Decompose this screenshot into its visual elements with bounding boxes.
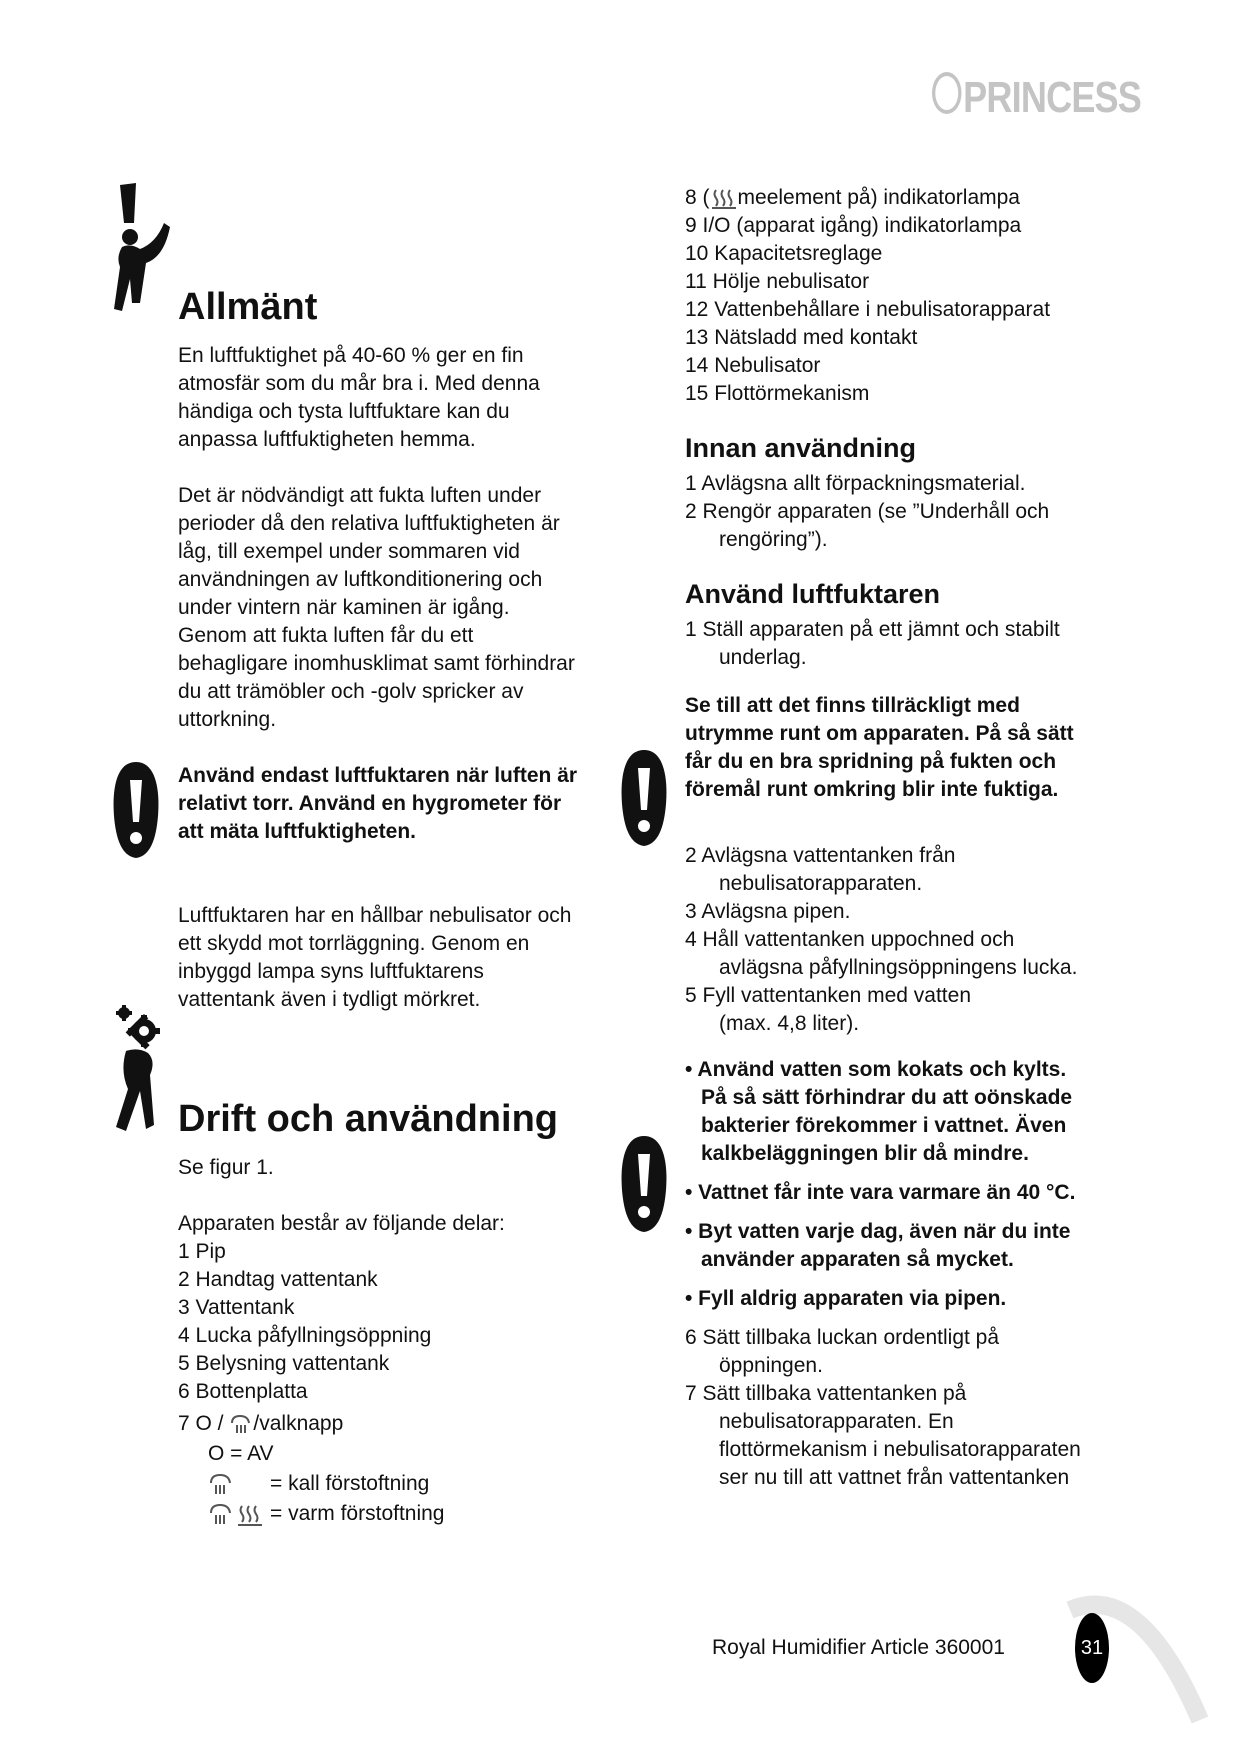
footer-text: Royal Humidifier Article 360001 <box>712 1636 1005 1659</box>
step-line: 7 Sätt tillbaka vattentanken på <box>685 1382 967 1405</box>
text-line: anpassa luftfuktigheten hemma. <box>178 428 476 451</box>
warning-line: • Fyll aldrig apparaten via pipen. <box>685 1287 1007 1310</box>
cold-mist-icon <box>208 1472 236 1496</box>
step-line-cont: rengöring”). <box>719 528 828 551</box>
parts-item: 9 I/O (apparat igång) indikatorlampa <box>685 214 1022 237</box>
text-line: inbyggd lampa syns luftfuktarens <box>178 960 484 983</box>
part7-prefix: 7 O / <box>178 1412 224 1435</box>
parts-item: 13 Nätsladd med kontakt <box>685 326 918 349</box>
switch-warm-label: = varm förstoftning <box>270 1502 445 1525</box>
step-number: 2 <box>685 500 697 523</box>
warning-line: kalkbeläggningen blir då mindre. <box>701 1142 1029 1165</box>
text-line: du att trämöbler och -golv spricker av <box>178 680 524 703</box>
switch-cold-line <box>178 1470 618 1498</box>
warning-exclamation-icon <box>112 760 160 860</box>
step-line: 4 Håll vattentanken uppochned och <box>685 928 1015 951</box>
text-line: Apparaten består av följande delar: <box>178 1212 505 1235</box>
cold-mist-icon <box>208 1502 236 1526</box>
step-text: Rengör apparaten (se ”Underhåll och <box>702 500 1050 523</box>
part7-suffix: valknapp <box>259 1412 344 1435</box>
section-title-before-use: Innan användning <box>685 433 917 463</box>
parts-item: 10 Kapacitetsreglage <box>685 242 883 265</box>
text-line: användningen av luftkonditionering och <box>178 568 543 591</box>
logo-emblem-icon <box>932 72 962 114</box>
warning-line: att mäta luftfuktigheten. <box>178 820 417 843</box>
parts-item: 3 Vattentank <box>178 1296 295 1319</box>
step-line: 3 Avlägsna pipen. <box>685 900 851 923</box>
switch-warm-line <box>178 1500 618 1528</box>
text-line: Genom att fukta luften får du ett <box>178 624 474 647</box>
step-number: 1 <box>685 472 697 495</box>
warning-line: • Vattnet får inte vara varmare än 40 °C. <box>685 1181 1076 1204</box>
warning-line: • Använd vatten som kokats och kylts. <box>685 1058 1067 1081</box>
warning-line: • Byt vatten varje dag, även när du inte <box>685 1220 1071 1243</box>
princess-logo <box>932 72 1141 123</box>
right-column <box>685 184 1125 1492</box>
parts-item: 14 Nebulisator <box>685 354 821 377</box>
warning-line: Använd endast luftfuktaren när luften är <box>178 764 578 787</box>
part8-prefix: 8 ( <box>685 186 710 209</box>
step-line <box>685 470 1125 498</box>
parts-item: 1 Pip <box>178 1240 226 1263</box>
section-title-use: Använd luftfuktaren <box>685 579 941 609</box>
text-line: Luftfuktaren har en hållbar nebulisator och <box>178 904 572 927</box>
step-line: 6 Sätt tillbaka luckan ordentligt på <box>685 1326 1000 1349</box>
text-line: Det är nödvändigt att fukta luften under <box>178 484 542 507</box>
text-line: under vintern när kaminen är igång. <box>178 596 510 619</box>
parts-item: 4 Lucka påfyllningsöppning <box>178 1324 432 1347</box>
warning-line: På så sätt förhindrar du att oönskade <box>701 1086 1073 1109</box>
parts-item: 2 Handtag vattentank <box>178 1268 378 1291</box>
parts-item: 5 Belysning vattentank <box>178 1352 390 1375</box>
text-line: vattentank även i tydligt mörkret. <box>178 988 481 1011</box>
text-line: atmosfär som du mår bra i. Med denna <box>178 372 540 395</box>
parts-item-8 <box>685 184 1125 212</box>
switch-off-line: O = AV <box>208 1442 274 1465</box>
text-line: händiga och tysta luftfuktare kan du <box>178 400 510 423</box>
step-line: 5 Fyll vattentanken med vatten <box>685 984 971 1007</box>
exclamation-figure-icon <box>112 183 172 313</box>
warning-exclamation-icon <box>620 748 668 848</box>
text-line: låg, till exempel under sommaren vid <box>178 540 520 563</box>
switch-cold-label: = kall förstoftning <box>270 1472 430 1495</box>
text-line: Se figur 1. <box>178 1156 274 1179</box>
step-line: 2 Avlägsna vattentanken från <box>685 844 956 867</box>
page-number: 31 <box>1075 1613 1109 1683</box>
part7-separator: / <box>253 1412 260 1435</box>
warning-line: föremål runt omkring blir inte fuktiga. <box>685 778 1059 801</box>
parts-item: 11 Hölje nebulisator <box>685 270 870 293</box>
parts-item: 6 Bottenplatta <box>178 1380 308 1403</box>
warning-line: använder apparaten så mycket. <box>701 1248 1014 1271</box>
warning-line: Se till att det finns tillräckligt med <box>685 694 1020 717</box>
left-column <box>178 284 618 1014</box>
text-line: perioder då den relativa luftfuktigheten är <box>178 512 560 535</box>
heat-icon <box>710 187 738 209</box>
step-line-cont: underlag. <box>719 646 807 669</box>
warning-line: bakterier förekommer i vattnet. Även <box>701 1114 1067 1137</box>
parts-item: 12 Vattenbehållare i nebulisatorapparat <box>685 298 1051 321</box>
cold-mist-icon <box>229 1413 253 1435</box>
step-line-cont: öppningen. <box>719 1354 823 1377</box>
parts-item-7 <box>178 1410 618 1438</box>
section-title-operation: Drift och användning <box>178 1098 558 1140</box>
heat-icon <box>236 1502 264 1526</box>
left-column-operation <box>178 1096 618 1528</box>
section-title-general: Allmänt <box>178 286 318 328</box>
warning-line: får du en bra spridning på fukten och <box>685 750 1057 773</box>
text-line: En luftfuktighet på 40-60 % ger en fin <box>178 344 524 367</box>
step-line-cont: nebulisatorapparaten. <box>719 872 923 895</box>
step-line-cont: flottörmekanism i nebulisatorapparaten <box>719 1438 1081 1461</box>
step-line <box>685 498 1125 526</box>
warning-exclamation-icon <box>620 1134 668 1234</box>
step-line: 1 Ställ apparaten på ett jämnt och stabilt <box>685 618 1060 641</box>
step-text: Avlägsna allt förpackningsmaterial. <box>701 472 1026 495</box>
step-line-cont: (max. 4,8 liter). <box>719 1012 860 1035</box>
part8-suffix: meelement på) indikatorlampa <box>737 186 1020 209</box>
step-line-cont: nebulisatorapparaten. En <box>719 1410 954 1433</box>
parts-item: 15 Flottörmekanism <box>685 382 870 405</box>
text-line: behagligare inomhusklimat samt förhindrar <box>178 652 575 675</box>
text-line: ett skydd mot torrläggning. Genom en <box>178 932 530 955</box>
gear-figure-icon <box>112 1005 178 1133</box>
step-line-cont: ser nu till att vattnet från vattentanken <box>719 1466 1070 1489</box>
text-line: uttorkning. <box>178 708 277 731</box>
step-line-cont: avlägsna påfyllningsöppningens lucka. <box>719 956 1078 979</box>
warning-line: utrymme runt om apparaten. På så sätt <box>685 722 1074 745</box>
logo-text: PRINCESS <box>963 73 1142 122</box>
warning-line: relativt torr. Använd en hygrometer för <box>178 792 562 815</box>
